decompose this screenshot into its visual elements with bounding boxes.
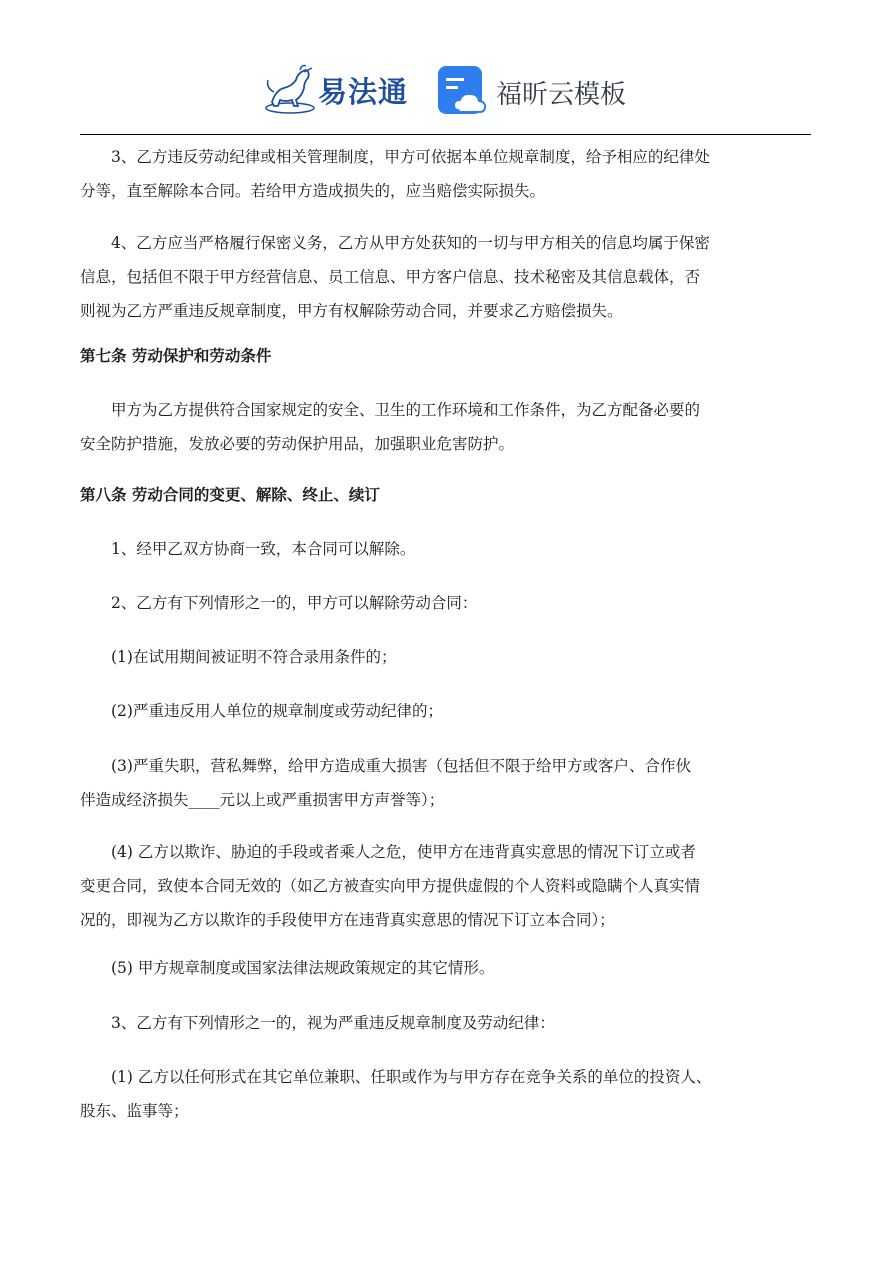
text-line: 变更合同，致使本合同无效的（如乙方被查实向甲方提供虚假的个人资料或隐瞒个人真实情 — [80, 877, 701, 895]
text-line: 分等，直至解除本合同。若给甲方造成损失的，应当赔偿实际损失。 — [80, 182, 546, 200]
text-line: 伴造成经济损失____元以上或严重损害甲方声誉等）； — [80, 791, 445, 809]
text-line: 2、乙方有下列情形之一的，甲方可以解除劳动合同： — [80, 594, 478, 612]
text-line: 股东、监事等； — [80, 1102, 189, 1120]
clause-paragraph — [80, 393, 820, 461]
yifatong-logo — [262, 62, 414, 118]
cloud-document-icon — [436, 64, 488, 118]
yifatong-logo-text: 易法通 — [318, 75, 409, 109]
clause-paragraph — [80, 835, 820, 937]
clause-paragraph — [80, 1060, 820, 1128]
text-line: 3、乙方违反劳动纪律或相关管理制度，甲方可依据本单位规章制度，给予相应的纪律处 — [80, 148, 710, 166]
clause-paragraph — [80, 749, 820, 817]
text-line: (3)严重失职，营私舞弊，给甲方造成重大损害（包括但不限于给甲方或客户、合作伙 — [80, 757, 691, 775]
document-header — [0, 0, 893, 135]
clause-paragraph — [80, 1006, 820, 1040]
foxit-template-logo-text: 福昕云模板 — [496, 80, 627, 110]
clause-paragraph — [80, 951, 820, 985]
text-line: (1) 乙方以任何形式在其它单位兼职、任职或作为与甲方存在竞争关系的单位的投资人、 — [80, 1068, 712, 1086]
text-line: (5) 甲方规章制度或国家法律法规政策规定的其它情形。 — [80, 959, 495, 977]
text-line: (1)在试用期间被证明不符合录用条件的； — [80, 648, 397, 666]
text-line: 1、经甲乙双方协商一致，本合同可以解除。 — [80, 540, 416, 558]
clause-paragraph — [80, 694, 820, 728]
horse-emblem-icon — [262, 62, 318, 118]
clause-paragraph — [80, 532, 820, 566]
text-line: 甲方为乙方提供符合国家规定的安全、卫生的工作环境和工作条件，为乙方配备必要的 — [80, 401, 701, 419]
text-line: (2)严重违反用人单位的规章制度或劳动纪律的； — [80, 702, 443, 720]
text-line: 安全防护措施，发放必要的劳动保护用品，加强职业危害防护。 — [80, 435, 515, 453]
clause-paragraph — [80, 640, 820, 674]
text-line: 况的，即视为乙方以欺诈的手段使甲方在违背真实意思的情况下订立本合同）； — [80, 911, 615, 929]
article-heading: 第八条 劳动合同的变更、解除、终止、续订 — [80, 486, 380, 504]
text-line: 3、乙方有下列情形之一的，视为严重违反规章制度及劳动纪律： — [80, 1014, 555, 1032]
clause-paragraph — [80, 226, 820, 328]
text-line: 信息，包括但不限于甲方经营信息、员工信息、甲方客户信息、技术秘密及其信息载体，否 — [80, 268, 701, 286]
text-line: 则视为乙方严重违反规章制度，甲方有权解除劳动合同，并要求乙方赔偿损失。 — [80, 302, 623, 320]
header-divider — [80, 134, 811, 135]
text-line: (4) 乙方以欺诈、胁迫的手段或者乘人之危，使甲方在违背真实意思的情况下订立或者 — [80, 843, 696, 861]
text-line: 4、乙方应当严格履行保密义务，乙方从甲方处获知的一切与甲方相关的信息均属于保密 — [80, 234, 710, 252]
foxit-template-logo — [436, 64, 636, 118]
article-heading: 第七条 劳动保护和劳动条件 — [80, 347, 272, 365]
clause-paragraph — [80, 140, 820, 208]
clause-paragraph — [80, 586, 820, 620]
